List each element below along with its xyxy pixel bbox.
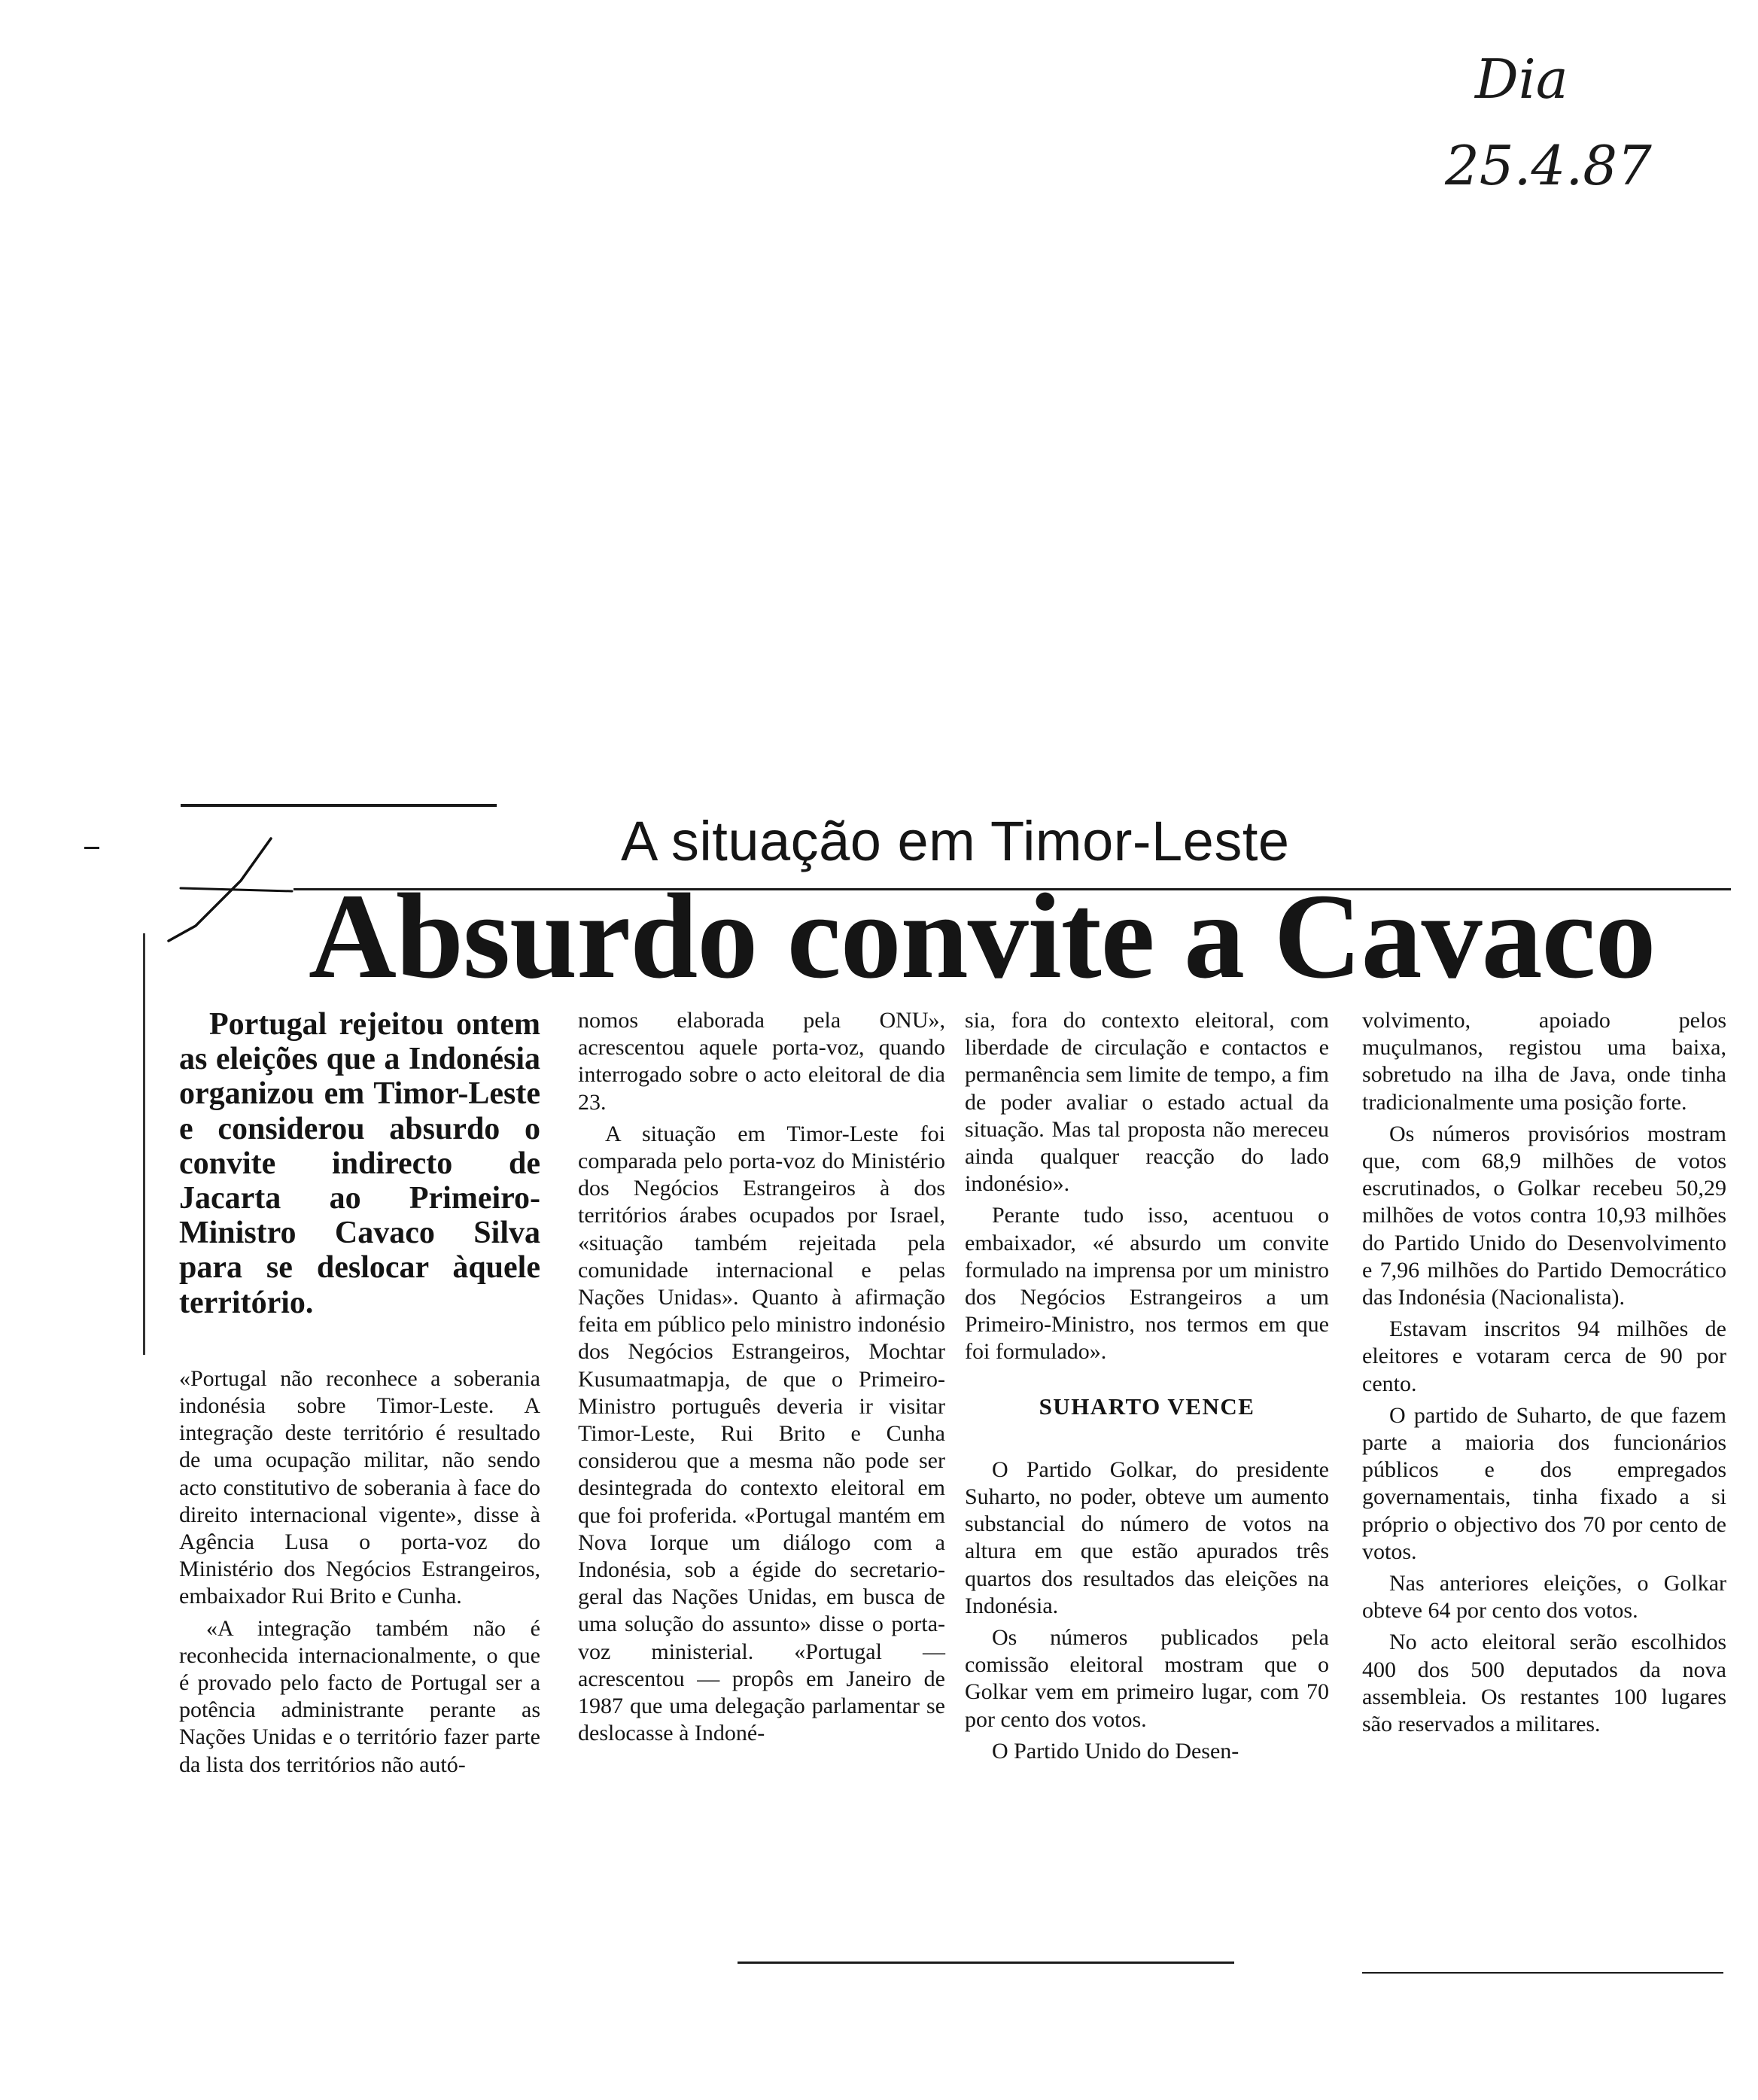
bottom-rule-right bbox=[1362, 1972, 1723, 1974]
column-4-paragraph: Estavam inscritos 94 milhões de eleitores e votaram cerca de 90 por cento. bbox=[1362, 1316, 1726, 1396]
column-1-paragraph: «A integração também não é reconhecida internacionalmente, o que é provado pelo facto de Portugal ser a potência administrante perante as Nações Unidas e o território fazer parte da lista dos territórios não autó- bbox=[179, 1615, 540, 1777]
column-4-paragraph: O partido de Suharto, de que fazem parte a maioria dos funcionários públicos e dos empregados governamentais, tinha fixado a si próprio o objectivo dos 70 por cento de votos. bbox=[1362, 1402, 1726, 1564]
article-column-4 bbox=[1362, 1007, 1726, 1738]
bottom-rule-center bbox=[738, 1962, 1234, 1964]
column-4-paragraph: volvimento, apoiado pelos muçulmanos, registou uma baixa, sobretudo na ilha de Java, onde tinha tradicionalmente uma posição forte. bbox=[1362, 1008, 1726, 1115]
column-3-paragraph: Perante tudo isso, acentuou o embaixador, «é absurdo um convite formulado na imprensa por um ministro dos Negócios Estrangeiros a um Primeiro-Ministro, nos termos em que foi formulado». bbox=[965, 1203, 1329, 1365]
margin-dash bbox=[84, 847, 99, 849]
column-2-paragraph: A situação em Timor-Leste foi comparada pelo porta-voz do Ministério dos Negócios Estrangeiros à dos territórios árabes ocupados por Israel, «situação também rejeitada pela comunidade internacional e pelas Nações Unidas». Quanto à afirmação feita em público pelo ministro indonésio dos Negócios Estrangeiros, Mochtar Kusumaatmapja, de que o Primeiro-Ministro português deveria ir visitar Timor-Leste, Rui Brito e Cunha considerou que a mesma não pode ser desintegrada do contexto eleitoral em que foi proferida. «Portugal mantém em Nova Iorque um diálogo com a Indonésia, sob a égide do secretario-geral das Nações Unidas, em busca de uma solução do assunto» disse o porta-voz ministerial. «Portugal — acrescentou — propôs em Janeiro de 1987 que uma delegação parlamentar se deslocasse à Indoné- bbox=[578, 1121, 945, 1746]
section-subhead: SUHARTO VENCE bbox=[1039, 1392, 1255, 1420]
top-rule bbox=[181, 804, 497, 807]
column-1-paragraph: «Portugal não reconhece a soberania indonésia sobre Timor-Leste. A integração deste território é resultado de uma ocupação militar, não sendo acto constitutivo de soberania à face do direito internacional vigente», disse à Agência Lusa o porta-voz do Ministério dos Negócios Estrangeiros, embaixador Rui Brito e Cunha. bbox=[179, 1365, 540, 1609]
handwritten-note bbox=[1430, 45, 1701, 203]
column-4-paragraph: Os números provisórios mostram que, com 68,9 milhões de votos escrutinados, o Golkar recebeu 50,29 milhões de votos contra 10,93 milhões do Partido Unido do Desenvolvimento e 7,96 milhões do Partido Democrático das Indonésia (Nacionalista). bbox=[1362, 1121, 1726, 1310]
column-2-paragraph: nomos elaborada pela ONU», acrescentou aquele porta-voz, quando interrogado sobre o acto eleitoral de dia 23. bbox=[578, 1008, 945, 1115]
column-4-paragraph: Nas anteriores eleições, o Golkar obteve 64 por cento dos votos. bbox=[1362, 1571, 1726, 1624]
column-3-paragraph: O Partido Golkar, do presidente Suharto, no poder, obteve um aumento substancial do número de votos na altura em que estão apurados três quartos dos resultados das eleições na Indonésia. bbox=[965, 1456, 1329, 1618]
article-lede: Portugal rejeitou ontem as eleições que a Indonésia organizou em Timor-Leste e considerou absurdo o convite indirecto de Jacarta ao Primeiro-Ministro Cavaco Silva para se deslocar àquele território. bbox=[179, 1007, 540, 1320]
handwritten-note-svg bbox=[1430, 45, 1701, 203]
pen-check-mark bbox=[151, 828, 301, 956]
column-3-paragraph: sia, fora do contexto eleitoral, com liberdade de circulação e contactos e permanência sem limite de tempo, a fim de poder avaliar o estado actual da situação. Mas tal proposta não mereceu ainda qualquer reacção do lado indonésio». bbox=[965, 1008, 1329, 1197]
article-column-2 bbox=[578, 1007, 945, 1747]
article-headline: Absurdo convite a Cavaco bbox=[309, 869, 1656, 1004]
handwritten-date: 25.4.87 bbox=[1445, 134, 1652, 197]
article-column-1 bbox=[179, 1007, 540, 1779]
handwritten-source: Dia bbox=[1475, 47, 1568, 111]
article-kicker: A situação em Timor-Leste bbox=[621, 810, 1290, 872]
column-3-paragraph: O Partido Unido do Desen- bbox=[992, 1738, 1239, 1764]
column-3-paragraph: Os números publicados pela comissão eleitoral mostram que o Golkar vem em primeiro lugar, com 70 por cento dos votos. bbox=[965, 1625, 1329, 1732]
left-margin-line bbox=[143, 933, 145, 1355]
article-column-3 bbox=[965, 1007, 1329, 1765]
column-4-paragraph: No acto eleitoral serão escolhidos 400 dos 500 deputados da nova assembleia. Os restantes 100 lugares são reservados a militares. bbox=[1362, 1630, 1726, 1737]
